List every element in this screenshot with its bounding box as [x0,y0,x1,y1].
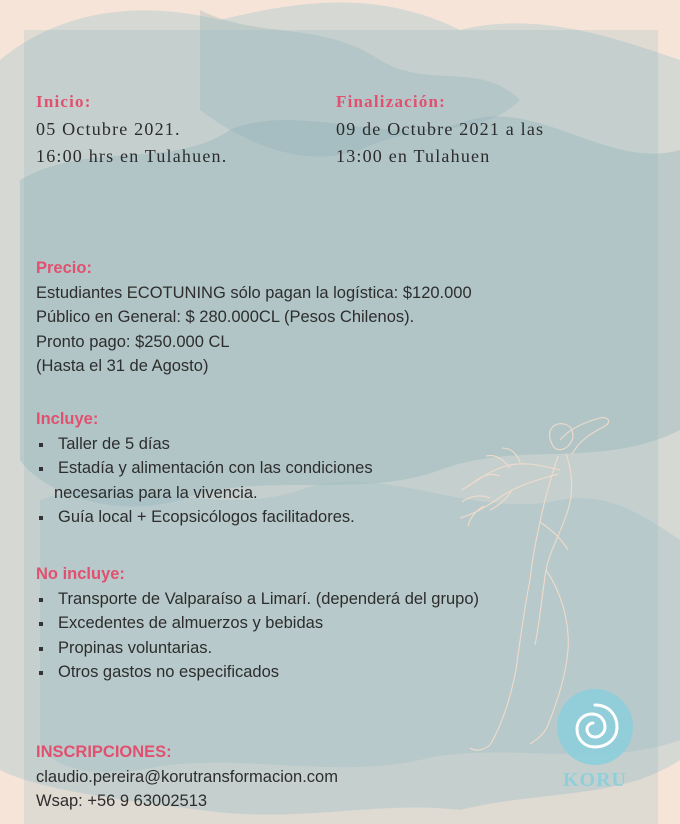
precio-line: (Hasta el 31 de Agosto) [36,357,209,375]
list-item: Propinas voluntarias. [36,636,479,661]
finalizacion-time: 13:00 en Tulahuen [336,146,491,166]
list-item: Otros gastos no especificados [36,660,479,685]
finalizacion-label: Finalización: [336,92,447,111]
inicio-date: 05 Octubre 2021. [36,119,181,139]
list-item-continuation: necesarias para la vivencia. [54,483,258,502]
list-item: Excedentes de almuerzos y bebidas [36,611,479,636]
inicio-time: 16:00 hrs en Tulahuen. [36,146,228,166]
email-link[interactable]: claudio.pereira@korutransformacion.com [36,767,338,786]
precio-heading: Precio: [36,259,92,277]
incluye-list [36,432,373,481]
precio-section [36,256,472,379]
koru-logo-text: KORU [563,769,627,791]
incluye-heading: Incluye: [36,410,99,428]
precio-line: Estudiantes ECOTUNING sólo pagan la logística: $120.000 [36,283,472,302]
incluye-list-end [36,505,373,530]
no-incluye-heading: No incluye: [36,565,125,583]
list-item: Taller de 5 días [36,432,373,457]
inicio-label: Inicio: [36,92,92,111]
finalizacion-date: 09 de Octubre 2021 a las [336,119,545,139]
inicio-details [36,116,227,170]
koru-spiral-icon [555,685,635,769]
precio-line: Público en General: $ 280.000CL (Pesos Chilenos). [36,308,415,326]
inscripciones-section [36,740,338,814]
whatsapp-number: Wsap: +56 9 63002513 [36,792,208,810]
koru-logo [555,685,635,797]
list-item: Transporte de Valparaíso a Limarí. (dependerá del grupo) [36,587,479,612]
list-item: Estadía y alimentación con las condiciones [36,456,373,481]
list-item: Guía local + Ecopsicólogos facilitadores. [36,505,373,530]
no-incluye-list [36,587,479,685]
incluye-section [36,407,373,530]
inscripciones-heading: INSCRIPCIONES: [36,743,172,761]
no-incluye-section [36,562,479,685]
precio-line: Pronto pago: $250.000 CL [36,332,230,351]
finalizacion-details [336,116,544,170]
